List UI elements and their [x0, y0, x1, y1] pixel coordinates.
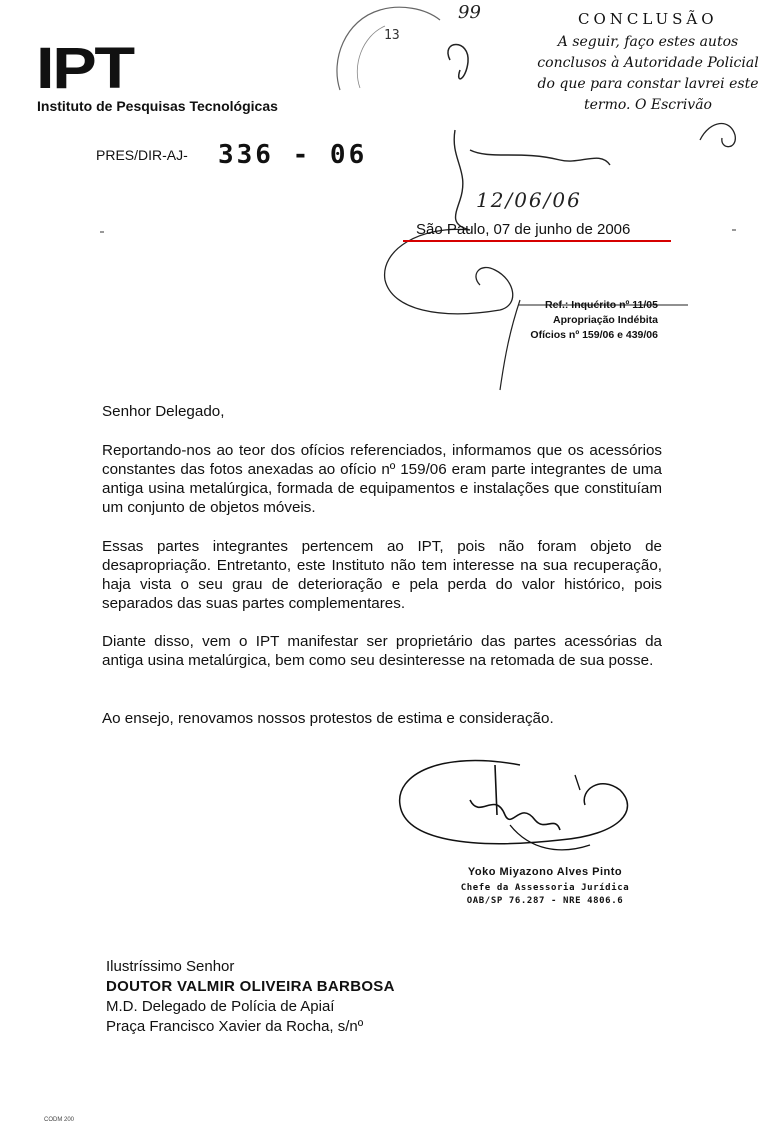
conclusao-stamp-title: CONCLUSÃO [578, 10, 718, 28]
reference-inquerito: Ref.: Inquérito nº 11/05 [545, 299, 658, 311]
protocol-label: PRES/DIR-AJ- [96, 147, 188, 163]
initials-scribble [454, 130, 610, 230]
paragraph-3: Diante disso, vem o IPT manifestar ser proprietário das partes acessórias da antiga usina metalúrgica, bem como seu desinteresse na retomada de sua posse. [102, 633, 662, 669]
signature-block [440, 866, 650, 906]
stamp-partial: 13 [384, 28, 400, 43]
stamp-arc [337, 7, 440, 90]
ipt-logo: IPT [36, 36, 133, 101]
addressee-address: Praça Francisco Xavier da Rocha, s/nº [106, 1018, 364, 1035]
date-red-underline [403, 240, 671, 242]
date-loop [385, 229, 513, 313]
stamp-inner-arc [357, 26, 385, 88]
paragraph-2: Essas partes integrantes pertencem ao IPT, pois não foram objeto de desapropriação. Entretanto, este Instituto não tem interesse na sua recuperação, haja vista o seu grau de deterioração e pela perda do valor histórico, pois separados das suas partes complementares. [102, 538, 662, 612]
salutation: Senhor Delegado, [102, 403, 225, 420]
signature-letters [470, 765, 560, 830]
paragraph-1: Reportando-nos ao teor dos ofícios referenciados, informamos que os acessórios constantes das fotos anexadas ao ofício nº 159/06 eram parte integrantes de uma antiga usina metalúrgica, formada de equipamentos e instalações que constituíam um conjunto de objetos móveis. [102, 442, 662, 516]
footer-code: CODM 200 [44, 1117, 75, 1123]
addressee-salutation: Ilustríssimo Senhor [106, 958, 235, 975]
institution-name: Instituto de Pesquisas Tecnológicas [37, 98, 278, 114]
references-block [504, 298, 658, 343]
addressee-title: M.D. Delegado de Polícia de Apiaí [106, 998, 335, 1015]
scribble-top [448, 45, 468, 79]
signer-name: Yoko Miyazono Alves Pinto [467, 866, 623, 878]
handwritten-number: 99 [458, 2, 481, 23]
closing: Ao ensejo, renovamos nossos protestos de estima e consideração. [102, 710, 554, 727]
reference-subject: Apropriação Indébita [552, 314, 658, 326]
signer-role: Chefe da Assessoria Jurídica [460, 883, 630, 893]
scrivener-signature [700, 124, 735, 147]
handwritten-date: 12/06/06 [476, 188, 582, 212]
conclusao-stamp-text: A seguir, faço estes autos conclusos à Autoridade Policial do que para constar lavrei este termo. O Escrivão [537, 34, 759, 113]
signer-oab: OAB/SP 76.287 - NRE 4806.6 [466, 896, 624, 906]
addressee-name: DOUTOR VALMIR OLIVEIRA BARBOSA [106, 978, 395, 995]
reference-oficios: Ofícios nº 159/06 e 439/06 [530, 329, 658, 341]
letter-date: São Paulo, 07 de junho de 2006 [416, 221, 631, 238]
addressee-block [106, 957, 395, 1037]
signature-loop [400, 761, 628, 844]
protocol-number: 336 - 06 [218, 140, 368, 170]
